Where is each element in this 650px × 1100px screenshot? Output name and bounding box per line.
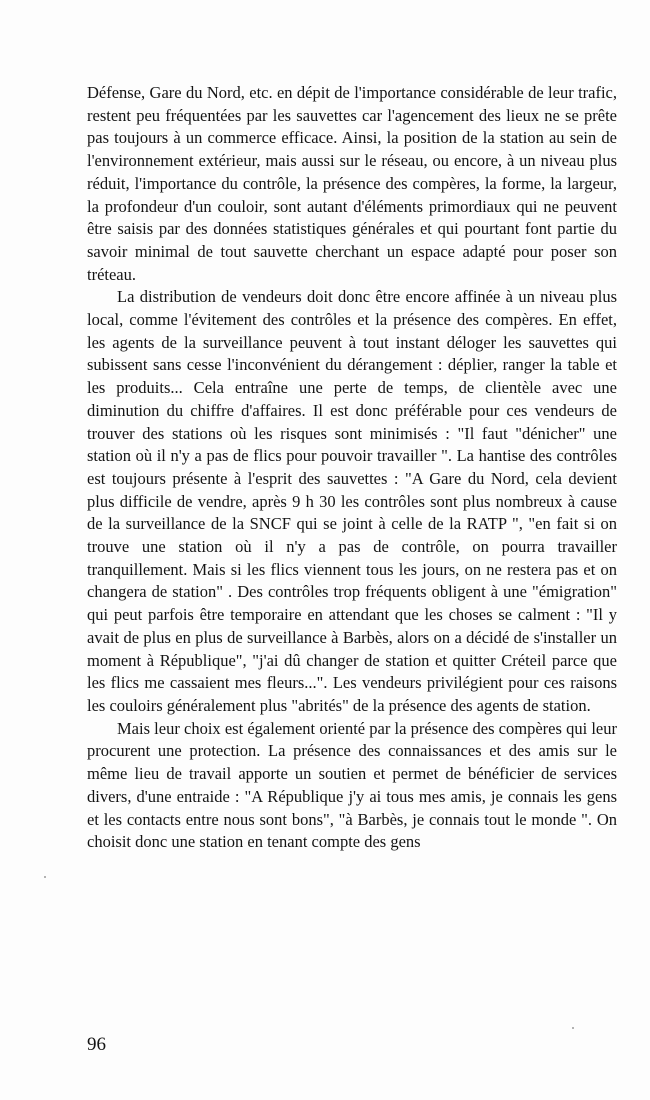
page-number: 96 — [87, 1034, 106, 1055]
scan-speck — [44, 876, 46, 878]
scan-speck — [572, 1027, 574, 1029]
paragraph-2: La distribution de vendeurs doit donc être encore affinée à un niveau plus local, comme l'évitement des contrôles et la présence des compères. En effet, les agents de la surveillance peuvent à tout instant déloger les sauvettes qui subissent sans cesse l'inconvénient du dérangement : déplier, ranger la table et les produits... Cela entraîne une perte de temps, de clientèle avec une diminution du chiffre d'affaires. Il est donc préférable pour ces vendeurs de trouver des stations où les risques sont minimisés : "Il faut "dénicher" une station où il n'y a pas de flics pour pouvoir travailler ". La hantise des contrôles est toujours présente à l'esprit des sauvettes : "A Gare du Nord, cela devient plus difficile de vendre, après 9 h 30 les contrôles sont plus nombreux à cause de la surveillance de la SNCF qui se joint à celle de la RATP ", "en fait si on trouve une station où il n'y a pas de contrôle, on pourra travailler tranquillement. Mais si les flics viennent tous les jours, on ne restera pas et on changera de station" . Des contrôles trop fréquents obligent à une "émigration" qui peut parfois être temporaire en attendant que les choses se calment : "Il y avait de plus en plus de surveillance à Barbès, alors on a décidé de s'installer un moment à République", "j'ai dû changer de station et quitter Créteil parce que les flics me cassaient mes fleurs...". Les vendeurs privilégient pour ces raisons les couloirs généralement plus "abrités" de la présence des agents de station. — [87, 287, 617, 715]
paragraph-3: Mais leur choix est également orienté par la présence des compères qui leur procurent une protection. La présence des connaissances et des amis sur le même lieu de travail apporte un soutien et permet de bénéficier de services divers, d'une entraide : "A République j'y ai tous mes amis, je connais les gens et les contacts entre nous sont bons", "à Barbès, je connais tout le monde ". On choisit donc une station en tenant compte des gens — [87, 718, 617, 852]
paragraph-1: Défense, Gare du Nord, etc. en dépit de l'importance considérable de leur trafic, restent peu fréquentées par les sauvettes car l'agencement des lieux ne se prête pas toujours à un commerce efficace. Ainsi, la position de la station au sein de l'environnement extérieur, mais aussi sur le réseau, ou encore, à un niveau plus réduit, l'importance du contrôle, la présence des compères, la forme, la largeur, la profondeur d'un couloir, sont autant d'éléments primordiaux qui ne peuvent être saisis par des données statistiques générales et qui pourtant font partie du savoir minimal de tout sauvette cherchant un espace adapté pour poser son tréteau. — [87, 83, 617, 284]
body-text — [87, 82, 617, 854]
